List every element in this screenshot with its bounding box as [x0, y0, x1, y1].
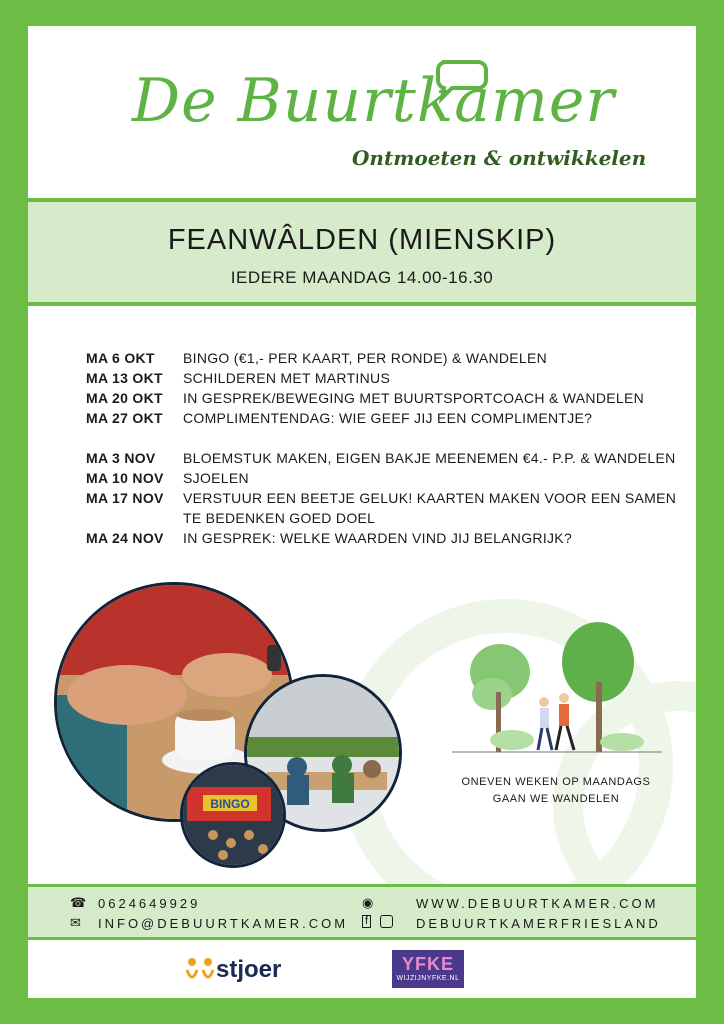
- website-link[interactable]: WWW.DEBUURTKAMER.COM: [416, 896, 659, 911]
- schedule-date: MA 20 OKT: [86, 390, 163, 406]
- social-handle[interactable]: DEBUURTKAMERFRIESLAND: [416, 916, 661, 931]
- flyer-page: [28, 26, 696, 998]
- phone-icon: ☎: [70, 895, 87, 910]
- month-separator: [86, 428, 686, 448]
- yfke-logo: [392, 950, 464, 988]
- partner-logos: [28, 940, 696, 998]
- logo-title: De Buurtkamer: [132, 66, 616, 136]
- walking-illustration: [452, 622, 662, 762]
- globe-icon: ◉: [362, 895, 374, 910]
- logo-tagline: Ontmoeten & ontwikkelen: [352, 146, 647, 170]
- schedule-row: [86, 528, 686, 548]
- schedule-row: [86, 448, 686, 468]
- schedule-date: MA 6 OKT: [86, 350, 155, 366]
- yfke-url: WIJZIJNYFKE.NL: [396, 975, 460, 982]
- schedule-activity: SJOELEN: [183, 470, 249, 486]
- schedule-date: MA 13 OKT: [86, 370, 163, 386]
- mail-icon: ✉: [70, 915, 81, 930]
- contact-band: [28, 884, 696, 940]
- walking-caption: [442, 774, 670, 808]
- logo: [28, 26, 696, 198]
- schedule-row: [86, 468, 686, 488]
- walking-caption-line: ONEVEN WEKEN OP MAANDAGS: [461, 776, 651, 788]
- facebook-icon[interactable]: f: [362, 915, 371, 928]
- schedule-row: [86, 348, 686, 368]
- schedule-list: [86, 348, 686, 548]
- bingo-photo: [180, 762, 286, 868]
- schedule-row: [86, 408, 686, 428]
- schedule-activity: IN GESPREK/BEWEGING MET BUURTSPORTCOACH & WANDELEN: [183, 390, 644, 406]
- location-title: FEANWÂLDEN (MIENSKIP): [167, 224, 557, 256]
- schedule-row: [86, 488, 686, 528]
- schedule-row: [86, 368, 686, 388]
- schedule-time: IEDERE MAANDAG 14.00-16.30: [230, 268, 494, 287]
- schedule-date: MA 10 NOV: [86, 470, 164, 486]
- header-band: [28, 198, 696, 306]
- schedule-date: MA 27 OKT: [86, 410, 163, 426]
- schedule-activity: IN GESPREK: WELKE WAARDEN VIND JIJ BELANGRIJK?: [183, 530, 573, 546]
- schedule-date: MA 24 NOV: [86, 530, 164, 546]
- schedule-activity: BINGO (€1,- PER KAART, PER RONDE) & WANDELEN: [183, 350, 548, 366]
- email-link[interactable]: INFO@DEBUURTKAMER.COM: [98, 916, 349, 931]
- phone-number[interactable]: 0624649929: [98, 896, 201, 911]
- schedule-activity: VERSTUUR EEN BEETJE GELUK! KAARTEN MAKEN VOOR EEN SAMEN TE BEDENKEN GOED DOEL: [183, 490, 677, 526]
- schedule-activity: BLOEMSTUK MAKEN, EIGEN BAKJE MEENEMEN €4.- P.P. & WANDELEN: [183, 450, 676, 466]
- bingo-label: BINGO: [210, 797, 250, 811]
- stjoer-logo: stjoer: [216, 956, 282, 983]
- walking-caption-line: GAAN WE WANDELEN: [492, 793, 620, 805]
- instagram-icon[interactable]: [380, 915, 393, 928]
- schedule-date: MA 3 NOV: [86, 450, 156, 466]
- schedule-row: [86, 388, 686, 408]
- schedule-activity: COMPLIMENTENDAG: WIE GEEF JIJ EEN COMPLIMENTJE?: [183, 410, 593, 426]
- yfke-wordmark: YFKE: [401, 954, 454, 974]
- schedule-activity: SCHILDEREN MET MARTINUS: [183, 370, 391, 386]
- stjoer-logo-icon: [184, 956, 216, 984]
- schedule-date: MA 17 NOV: [86, 490, 164, 506]
